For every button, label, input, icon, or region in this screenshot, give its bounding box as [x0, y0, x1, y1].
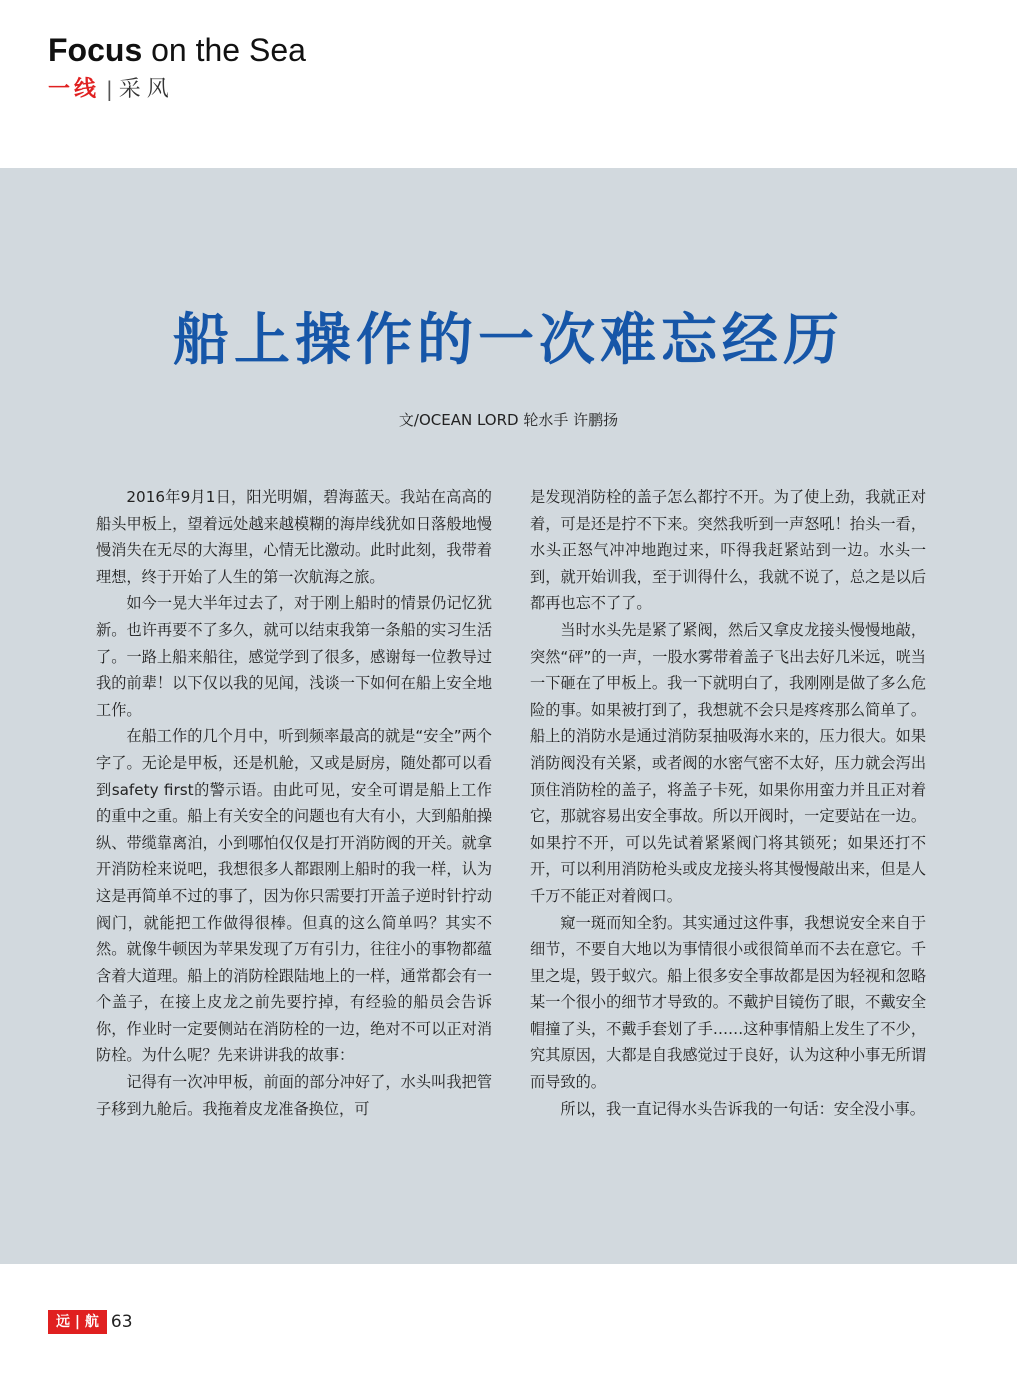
magazine-section-title: [48, 30, 306, 70]
article-column-left: [96, 484, 492, 1122]
page-footer: [48, 1310, 133, 1336]
page-number: 63: [110, 1312, 133, 1332]
paragraph: 所以，我一直记得水头告诉我的一句话：安全没小事。: [560, 1099, 925, 1118]
article-title: 船上操作的一次难忘经历: [173, 308, 844, 373]
article-byline: 文/OCEAN LORD 轮水手 许鹏扬: [398, 411, 619, 429]
paragraph: 窥一斑而知全豹。其实通过这件事，我想说安全来自于细节，不要自大地以为事情很小或很简单而不去在意它。千里之堤，毁于蚁穴。船上很多安全事故都是因为轻视和忽略某一个很小的细节才导致的。不戴护目镜伤了眼，不戴安全帽撞了头，不戴手套划了手……这种事情船上发生了不少，究其原因，大都是自我感觉过于良好，认为这种小事无所谓而导致的。: [530, 913, 926, 1092]
column-label-red: 一线: [48, 77, 101, 102]
paragraph: 在船工作的几个月中，听到频率最高的就是“安全”两个字了。无论是甲板，还是机舱，又或是厨房，随处都可以看到safety first的警示语。由此可见，安全可谓是船上工作的重中之重。船上有关安全的问题也有大有小，大到船舶操纵、带缆靠离泊，小到哪怕仅仅是打开消防阀的开关。就拿开消防栓来说吧，我想很多人都跟刚上船时的我一样，认为这是再简单不过的事了，因为你只需要打开盖子逆时针拧动阀门，就能把工作做得很棒。但真的这么简单吗？其实不然。就像牛顿因为苹果发现了万有引力，往往小的事物都蕴含着大道理。船上的消防栓跟陆地上的一样，通常都会有一个盖子，在接上皮龙之前先要拧掉，有经验的船员会告诉你，作业时一定要侧站在消防栓的一边，绝对不可以正对消防栓。为什么呢？先来讲讲我的故事：: [96, 727, 492, 1065]
paragraph: 记得有一次冲甲板，前面的部分冲好了，水头叫我把管子移到九舱后。我拖着皮龙准备换位，可: [96, 1073, 492, 1118]
paragraph: 如今一晃大半年过去了，对于刚上船时的情景仍记忆犹新。也许再要不了多久，就可以结束我第一条船的实习生活了。一路上船来船往，感觉学到了很多，感谢每一位教导过我的前辈！以下仅以我的见闻，浅谈一下如何在船上安全地工作。: [96, 594, 492, 719]
article-panel: [0, 168, 1017, 1264]
paragraph: 当时水头先是紧了紧阀，然后又拿皮龙接头慢慢地敲，突然“砰”的一声，一股水雾带着盖子飞出去好几米远，咣当一下砸在了甲板上。我一下就明白了，我刚刚是做了多么危险的事。如果被打到了，我想就不会只是疼疼那么简单了。船上的消防水是通过消防泵抽吸海水来的，压力很大。如果消防阀没有关紧，或者阀的水密气密不太好，压力就会泻出顶住消防栓的盖子，将盖子卡死，如果你用蛮力并且正对着它，那就容易出安全事故。所以开阀时，一定要站在一边。如果拧不开，可以先试着紧紧阀门将其锁死；如果还打不开，可以利用消防枪头或皮龙接头将其慢慢敲出来，但是人千万不能正对着阀口。: [530, 620, 926, 905]
magazine-brand-badge: 远 | 航: [48, 1310, 107, 1334]
paragraph-continuation: 是发现消防栓的盖子怎么都拧不开。为了使上劲，我就正对着，可是还是拧不下来。突然我听到一声怒吼！抬头一看，水头正怒气冲冲地跑过来，吓得我赶紧站到一边。水头一到，就开始训我，至于训得什么，我就不说了，总之是以后都再也忘不了了。: [530, 488, 926, 613]
column-label-separator: |: [106, 77, 113, 101]
page-header: [48, 30, 306, 105]
column-label-gray: 采风: [118, 77, 175, 102]
paragraph: 2016年9月1日，阳光明媚，碧海蓝天。我站在高高的船头甲板上，望着远处越来越模糊的海岸线犹如日落般地慢慢消失在无尽的大海里，心情无比激动。此时此刻，我带着理想，终于开始了人生的第一次航海之旅。: [96, 488, 492, 586]
article-column-right: [530, 484, 926, 1122]
focus-word: Focus: [48, 32, 143, 68]
focus-rest: on the Sea: [142, 32, 306, 68]
column-label: [48, 74, 306, 105]
